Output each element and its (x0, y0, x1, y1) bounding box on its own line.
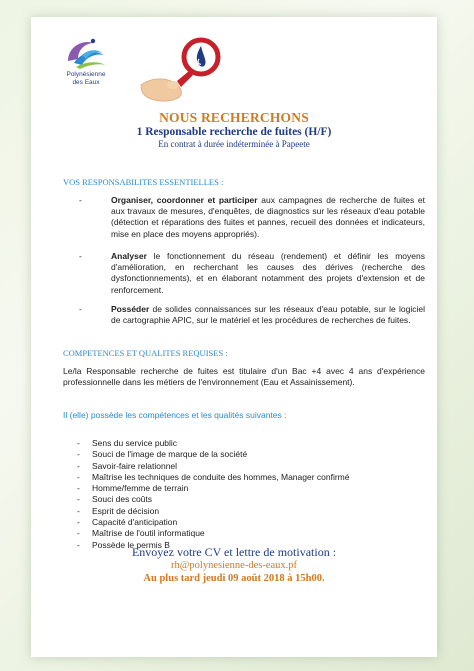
list-item: - Capacité d'anticipation (63, 517, 350, 528)
application-call: Envoyez votre CV et lettre de motivation : (131, 545, 337, 559)
logo-line-1: Polynésienne (66, 71, 106, 78)
list-item: - Possède le permis B (63, 540, 350, 551)
responsibility-bold: Organiser, coordonner et participer (111, 195, 258, 205)
responsibility-item: - Organiser, coordonner et participer aux campagnes de recherche de fuites et aux travaux de mesures, d'enquêtes, de diagnostics sur les réseaux d'eau potable (détection et réparations des fuites et pannes, recueil des données et indicateurs, mise en place des moyens appropriés). (79, 195, 426, 239)
responsibility-item: - Posséder de solides connaissances sur les réseaux d'eau potable, sur le logiciel de cartographie APIC, sur le matériel et les procédures de recherches de fuites. (79, 304, 425, 326)
page-title: NOUS RECHERCHONS (159, 110, 309, 125)
responsibility-text: de solides connaissances sur les réseaux d'eau potable, sur le logiciel de cartographie APIC, sur le matériel et les procédures de recherches de fuites. (111, 304, 425, 326)
responsibility-item: - Analyser le fonctionnement du réseau (rendement) et définir les moyens d'amélioration, en recherchant les causes des dérives (recherche des dysfonctionnements), et en élaborant notamment des projets d'extension et de renforcement. (79, 251, 425, 295)
skills-subtitle: Il (elle) possède les compétences et les qualités suivantes : (63, 410, 287, 420)
list-item: - Souci de l'image de marque de la société (63, 449, 350, 460)
responsibility-text: le fonctionnement du réseau (rendement) et définir les moyens d'amélioration, en recherchant les causes des dérives (recherche des dysfonctionnements), et en élaborant notamment des projets d'extension et de renforcement. (111, 251, 425, 295)
skills-list (63, 438, 350, 551)
contact-email-link[interactable]: rh@polynesienne-des-eaux.pf (171, 560, 297, 571)
responsibility-text: aux campagnes de recherche de fuites et aux travaux de mesures, d'enquêtes, de diagnostics sur les réseaux d'eau potable (détection et réparations des fuites et pannes, recueil des données et indicateurs, mise en place des moyens appropriés). (111, 195, 426, 239)
responsibilities-heading: VOS RESPONSABILITES ESSENTIELLES : (63, 177, 224, 187)
application-deadline: Au plus tard jeudi 09 août 2018 à 15h00. (143, 573, 325, 584)
hand-magnifier-icon (137, 29, 237, 105)
position-title: 1 Responsable recherche de fuites (H/F) (136, 126, 332, 138)
contract-type: En contrat à durée indéterminée à Papeete (158, 139, 310, 149)
responsibility-bold: Posséder (111, 304, 150, 314)
logo-line-2: des Eaux (72, 79, 100, 86)
list-item: - Sens du service public (63, 438, 350, 449)
responsibility-bold: Analyser (111, 251, 147, 261)
list-item: - Souci des coûts (63, 494, 350, 505)
list-item: - Maîtrise de l'outil informatique (63, 528, 350, 539)
list-item: - Savoir-faire relationnel (63, 461, 350, 472)
competences-heading: COMPETENCES ET QUALITES REQUISES : (63, 348, 228, 358)
wave-logo-icon (60, 33, 112, 73)
competences-intro: Le/la Responsable recherche de fuites est titulaire d'un Bac +4 avec 4 ans d'expérience professionnelle dans les métiers de l'environnement (Eau et Assainissement). (63, 366, 425, 388)
list-item: - Esprit de décision (63, 506, 350, 517)
company-logo (60, 33, 112, 113)
list-item: - Homme/femme de terrain (63, 483, 350, 494)
list-item: - Maîtrise les techniques de conduite des hommes, Manager confirmé (63, 472, 350, 483)
job-posting-page (31, 17, 437, 657)
logo-wordmark (60, 71, 112, 87)
